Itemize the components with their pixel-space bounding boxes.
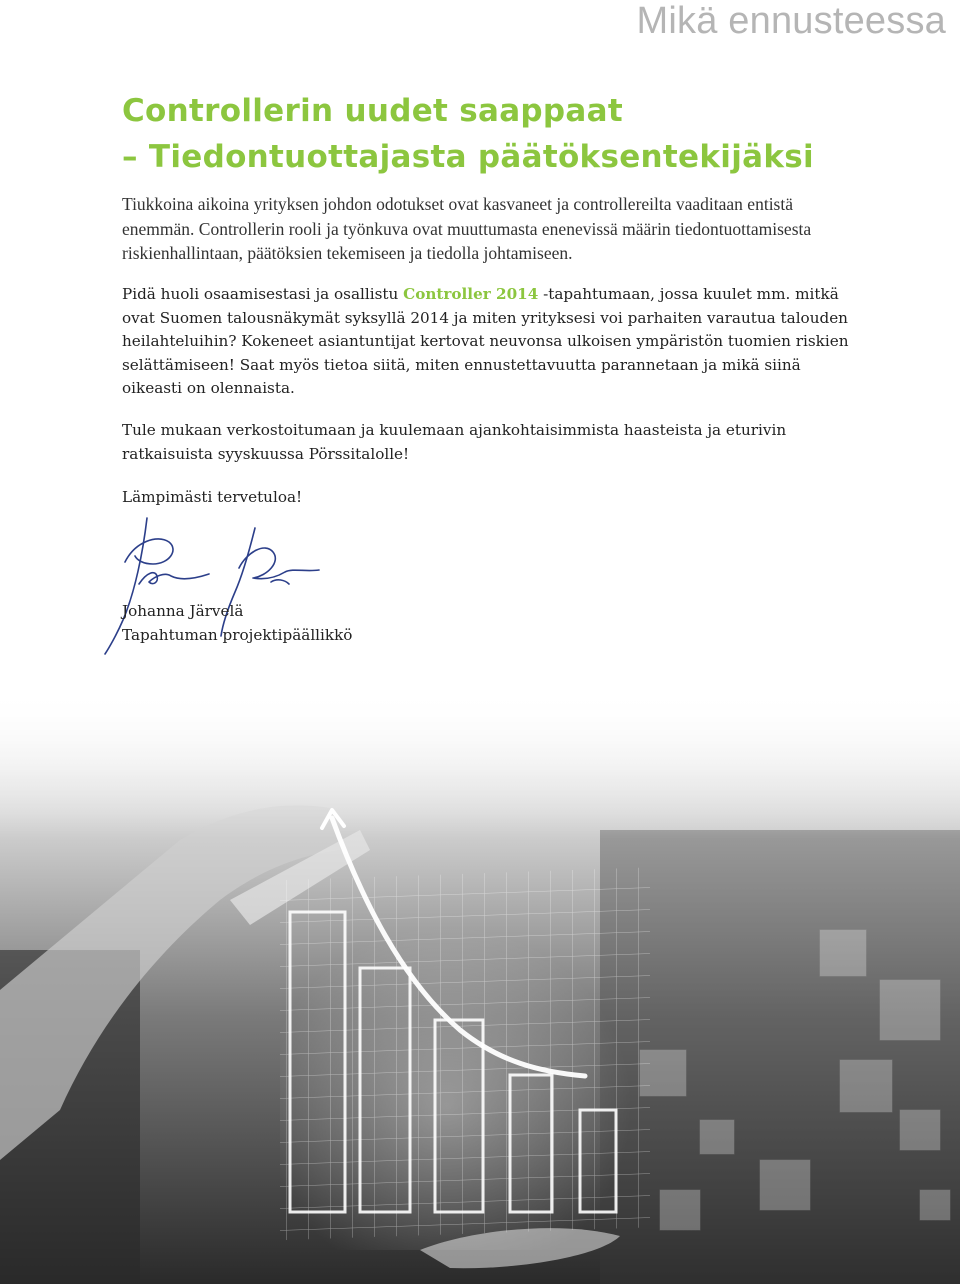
page-title: [122, 88, 814, 180]
invitation-paragraph: Tule mukaan verkostoitumaan ja kuulemaan ajankohtaisimmista haasteista ja eturivin ratkaisuista syyskuussa Pörssitalolle!: [122, 421, 787, 463]
event-text-start: Pidä huoli osaamisestasi ja osallistu: [122, 285, 404, 303]
signature-block: [122, 600, 352, 647]
event-paragraph: [122, 283, 852, 401]
title-line-2: – Tiedontuottajasta päätöksentekijäksi: [122, 139, 814, 175]
section-tag: Mikä ennusteessa: [636, 0, 946, 42]
title-line-1: Controllerin uudet saappaat: [122, 93, 623, 129]
signer-name: Johanna Järvelä: [122, 602, 244, 620]
intro-paragraph: Tiukkoina aikoina yrityksen johdon odotukset ovat kasvaneet ja controllereilta vaaditaan entistä enemmän. Controllerin rooli ja työnkuva ovat muuttumasta enenevissä määrin tiedontuottamisesta riskienhallintaan, päätöksien tekemiseen ja tiedolla johtamiseen.: [122, 194, 812, 263]
welcome-line: Lämpimästi tervetuloa!: [122, 488, 303, 506]
event-text-rest: -tapahtumaan, jossa kuulet mm. mitkä ovat Suomen talousnäkymät syksyllä 2014 ja miten yrityksesi voi parhaiten varautua talouden heilahteluihin? Kokeneet asiantuntijat kertovat neuvonsa ulkoisen ympäristön tuomien riskien selättämiseen! Saat myös tietoa siitä, miten ennustettavuutta parannetaan ja mikä siinä oikeasti on olennaista.: [122, 285, 849, 398]
business-chart-photo: [0, 690, 960, 1284]
signer-role: Tapahtuman projektipäällikkö: [122, 625, 353, 644]
event-name-highlight: Controller 2014: [403, 285, 539, 303]
